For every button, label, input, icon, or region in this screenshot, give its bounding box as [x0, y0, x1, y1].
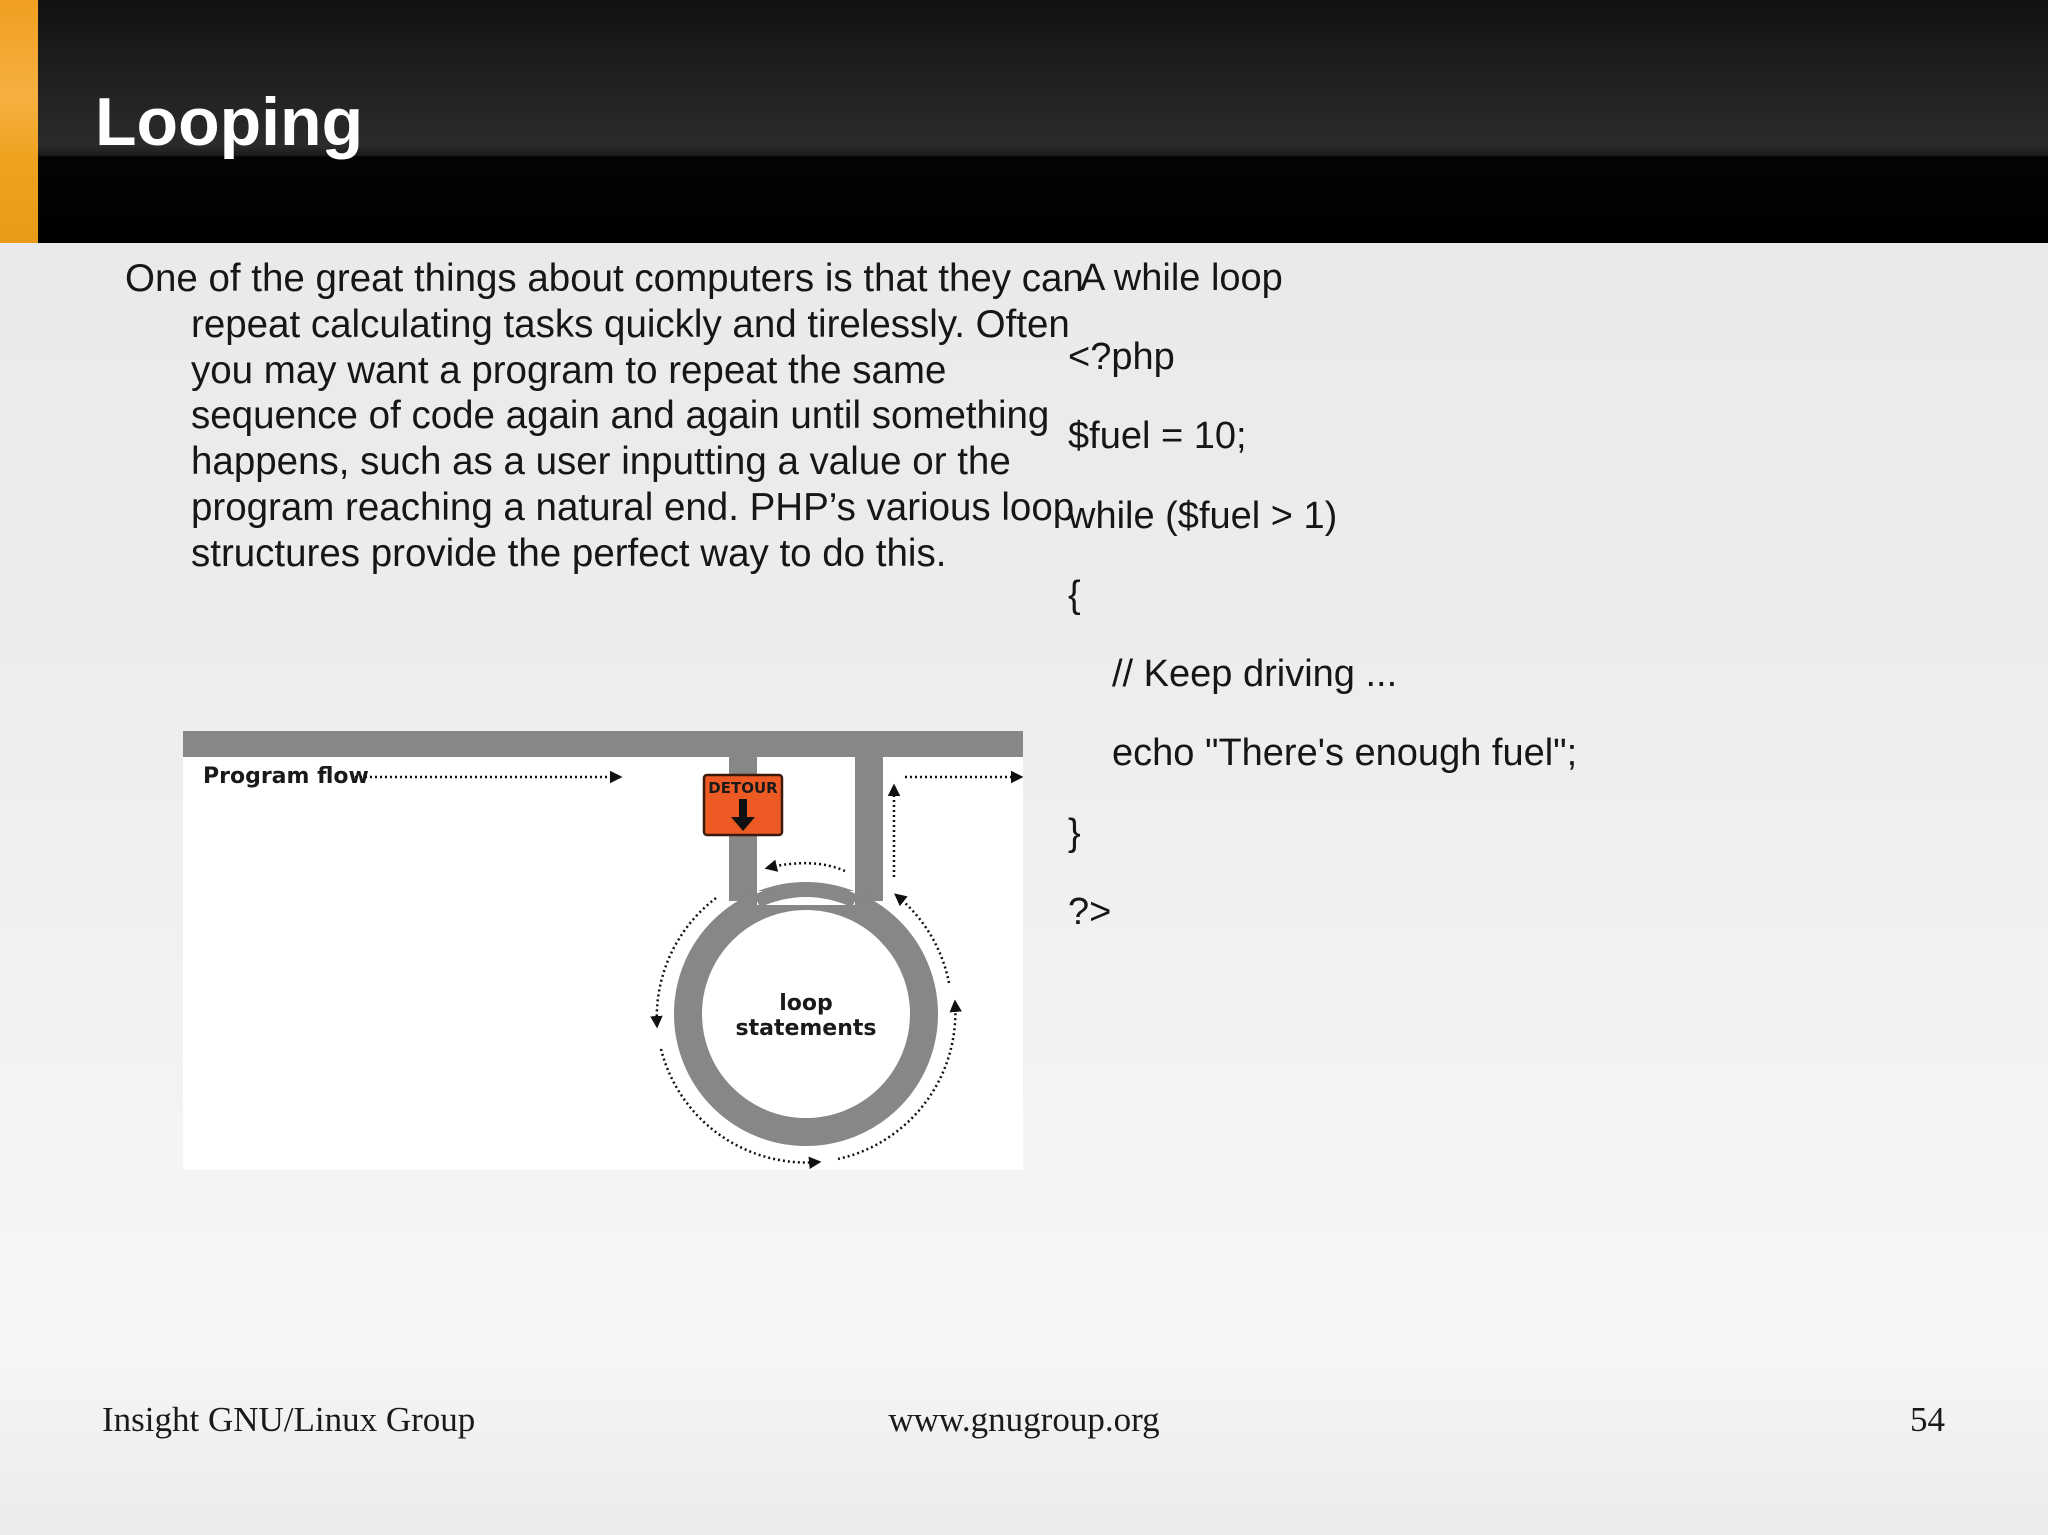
loop-return-arrow: [767, 863, 845, 871]
body-paragraph: One of the great things about computers is that they can repeat calculating tasks quickly and tirelessly. Often you may want a program to repeat the same sequence of code again and again until something happens, such as a user inputting a value or the program reaching a natural end. PHP’s various loop structures provide the perfect way to do this.: [125, 257, 1084, 575]
program-flow-label: Program flow: [203, 764, 369, 789]
code-line: while ($fuel > 1): [1068, 494, 1338, 537]
code-line: $fuel = 10;: [1068, 415, 1247, 458]
main-road: [183, 731, 1023, 757]
accent-stripe: [0, 0, 38, 243]
code-line: ?>: [1068, 891, 1112, 934]
loop-label-line2: statements: [735, 1016, 877, 1041]
footer-organization: Insight GNU/Linux Group: [102, 1400, 476, 1439]
loop-diagram: [183, 731, 1023, 1170]
detour-sign: [704, 775, 782, 835]
loop-exit-road: [855, 751, 883, 901]
code-line: <?php: [1068, 336, 1175, 378]
loop-label-line1: loop: [779, 991, 833, 1016]
loop-diagram-svg: [183, 731, 1023, 1170]
code-title: A while loop: [1080, 257, 1283, 299]
code-line: }: [1068, 811, 1081, 854]
slide-title: Looping: [95, 84, 364, 160]
code-block: [1068, 334, 1577, 968]
footer-url: www.gnugroup.org: [888, 1400, 1160, 1439]
page-number: 54: [1910, 1400, 1945, 1439]
code-line: echo "There's enough fuel";: [1112, 732, 1578, 775]
detour-sign-text: DETOUR: [708, 779, 778, 797]
code-line: {: [1068, 573, 1081, 616]
code-line: // Keep driving ...: [1112, 653, 1398, 696]
